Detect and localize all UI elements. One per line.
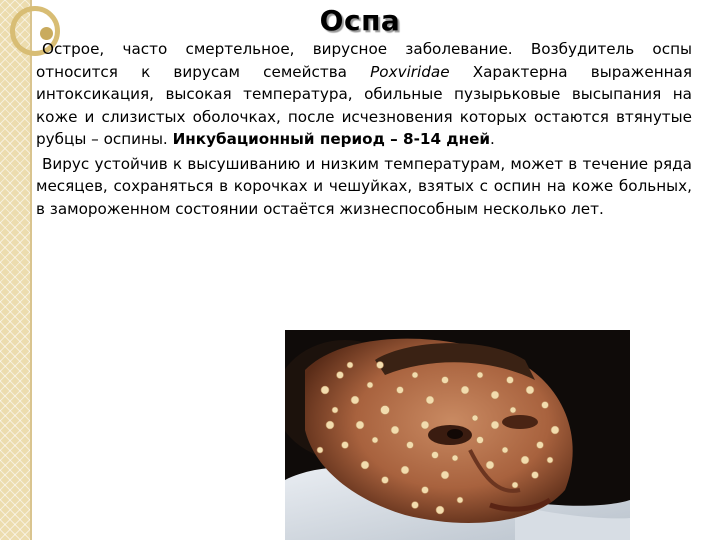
slide-body [36, 38, 692, 222]
sentence-end: . [490, 130, 495, 148]
slide-title: Оспа [319, 4, 401, 37]
incubation-period-text: Инкубационный период – 8-14 дней [172, 130, 491, 148]
smallpox-patient-photo [285, 330, 630, 540]
paragraph-resistance: Вирус устойчив к высушиванию и низким температурам, может в течение ряда месяцев, сохраняться в корочках и чешуйках, взятых с оспин на коже больных, в замороженном состоянии остаётся жизнеспособным несколько лет. [36, 154, 692, 218]
decorative-side-panel [0, 0, 30, 540]
virus-family-name: Poxviridae [370, 62, 450, 81]
description-text: Острое, часто смертельное, вирусное заболевание. Возбудитель оспы относится к вирусам семейства [36, 40, 692, 81]
patient-photo-illustration [285, 330, 630, 540]
paragraph-description [36, 38, 692, 151]
symptoms-text: Характерна выраженная интоксикация, высокая температура, обильные пузырьковые высыпания на коже и слизистых оболочках, после исчезновения которых остаются втянутые рубцы – оспины. [36, 62, 692, 148]
decorative-divider [30, 0, 32, 540]
